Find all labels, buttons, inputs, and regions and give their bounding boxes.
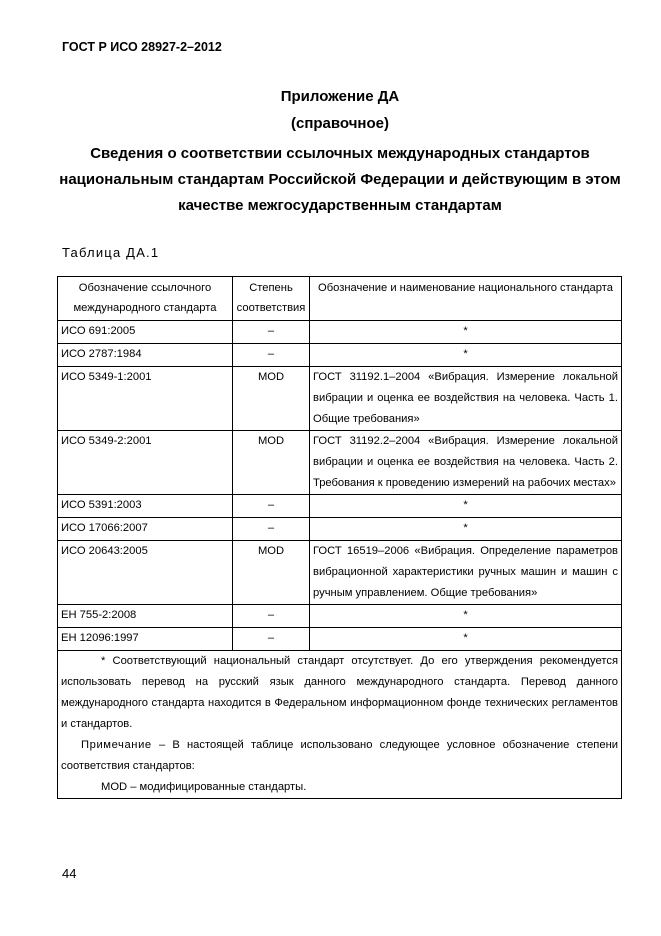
table-caption: Таблица ДА.1 — [62, 245, 160, 260]
title-block — [40, 86, 640, 219]
note-text: – В настоящей таблице использовано следующее условное обозначение степени соответствия стандартов: — [61, 739, 619, 772]
cell-national: * — [310, 321, 622, 344]
table-row — [58, 541, 622, 605]
cell-ref: ИСО 17066:2007 — [58, 518, 233, 541]
annex-heading: Сведения о соответствии ссылочных международных стандартов национальным стандартам Российской Федерации и действующим в этом качестве межгосударственным стандартам — [59, 145, 621, 214]
table-notes — [58, 651, 622, 799]
mod-definition: MOD – модифицированные стандарты. — [101, 781, 307, 793]
cell-ref: ИСО 20643:2005 — [58, 541, 233, 605]
cell-national: ГОСТ 31192.1–2004 «Вибрация. Измерение локальной вибрации и оценка ее воздействия на человека. Часть 1. Общие требования» — [310, 367, 622, 431]
annex-title: Приложение ДА — [280, 88, 400, 105]
cell-degree: – — [233, 605, 310, 628]
footnote-text: * Соответствующий национальный стандарт отсутствует. До его утверждения рекомендуется использовать перевод на русский язык данного международного стандарта. Перевод данного международного стандарта находится в Федеральном информационном фонде технических регламентов и стандартов. — [61, 655, 618, 730]
cell-national: * — [310, 344, 622, 367]
cell-degree: MOD — [233, 431, 310, 495]
cell-degree: – — [233, 344, 310, 367]
table-notes-row — [58, 651, 622, 799]
cell-ref: ИСО 2787:1984 — [58, 344, 233, 367]
cell-degree: – — [233, 321, 310, 344]
cell-ref: ИСО 691:2005 — [58, 321, 233, 344]
cell-degree: – — [233, 628, 310, 651]
table-row — [58, 321, 622, 344]
cell-ref: ИСО 5391:2003 — [58, 495, 233, 518]
table-row — [58, 495, 622, 518]
cell-national: * — [310, 628, 622, 651]
cell-degree: MOD — [233, 541, 310, 605]
page-number: 44 — [62, 866, 77, 881]
cell-ref: ИСО 5349-1:2001 — [58, 367, 233, 431]
note-paragraph — [61, 735, 618, 777]
document-code: ГОСТ Р ИСО 28927-2–2012 — [62, 40, 222, 54]
cell-national: * — [310, 518, 622, 541]
table-row — [58, 344, 622, 367]
cell-degree: – — [233, 495, 310, 518]
cell-ref: ИСО 5349-2:2001 — [58, 431, 233, 495]
table-row — [58, 431, 622, 495]
table-row — [58, 605, 622, 628]
cell-national: * — [310, 495, 622, 518]
table-header-row — [58, 277, 622, 321]
note-label: Примечание — [81, 739, 152, 751]
cell-national: * — [310, 605, 622, 628]
table-row — [58, 367, 622, 431]
table-row — [58, 628, 622, 651]
cell-national: ГОСТ 16519–2006 «Вибрация. Определение параметров вибрационной характеристики ручных машин и машин с ручным управлением. Общие требования» — [310, 541, 622, 605]
cell-ref: ЕН 12096:1997 — [58, 628, 233, 651]
cell-national: ГОСТ 31192.2–2004 «Вибрация. Измерение локальной вибрации и оценка ее воздействия на человека. Часть 2. Требования к проведению измерений на рабочих местах» — [310, 431, 622, 495]
header-national-standard: Обозначение и наименование национального стандарта — [310, 277, 622, 321]
cell-ref: ЕН 755-2:2008 — [58, 605, 233, 628]
annex-type: (справочное) — [291, 115, 389, 132]
cell-degree: – — [233, 518, 310, 541]
standards-table — [57, 276, 622, 799]
table-row — [58, 518, 622, 541]
header-ref-standard: Обозначение ссылочного международного стандарта — [58, 277, 233, 321]
header-degree: Степень соответствия — [233, 277, 310, 321]
cell-degree: MOD — [233, 367, 310, 431]
